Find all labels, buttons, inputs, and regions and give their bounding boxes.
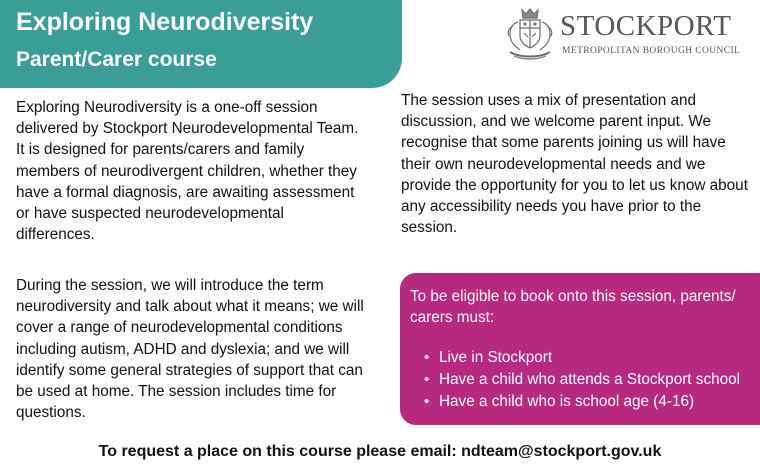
list-item: [400, 391, 740, 413]
eligibility-box: [400, 273, 760, 425]
logo-subtitle: METROPOLITAN BOROUGH COUNCIL: [562, 46, 741, 56]
stockport-council-logo: [504, 6, 744, 62]
list-item: [400, 347, 740, 369]
bullet-icon: •: [424, 393, 430, 410]
eligibility-item-label: Live in Stockport: [439, 349, 553, 366]
council-crest-icon: [504, 6, 556, 62]
logo-name: STOCKPORT: [560, 10, 732, 42]
intro-paragraph: Exploring Neurodiversity is a one-off session delivered by Stockport Neurodevelopmental Team. It is designed for parents/carers and family members of neurodivergent children, whether they have a formal diagnosis, are awaiting assessment or have suspected neurodevelopmental differences.: [16, 99, 359, 244]
course-title: Exploring Neurodiversity: [16, 8, 314, 36]
list-item: [400, 369, 740, 391]
contact-email-line: To request a place on this course please email: ndteam@stockport.gov.uk: [98, 443, 662, 460]
bullet-icon: •: [424, 371, 430, 388]
course-subtitle: Parent/Carer course: [16, 48, 217, 71]
session-content-paragraph: During the session, we will introduce the term neurodiversity and talk about what it means; we will cover a range of neurodevelopmental conditions including autism, ADHD and dyslexia; and we will identify some general strategies of support that can be used at home. The session includes time for questions.: [16, 277, 364, 422]
eligibility-item-label: Have a child who is school age (4-16): [439, 393, 695, 410]
eligibility-item-label: Have a child who attends a Stockport school: [439, 371, 741, 388]
eligibility-intro: To be eligible to book onto this session, parents/ carers must:: [410, 288, 736, 327]
eligibility-list: [400, 347, 740, 413]
session-format-paragraph: The session uses a mix of presentation and discussion, and we welcome parent input. We recognise that some parents joining us will have their own neurodevelopmental needs and we provide the opportunity for you to let us know about any accessibility needs you have prior to the session.: [401, 92, 748, 237]
bullet-icon: •: [424, 349, 430, 366]
header-band: [0, 0, 402, 88]
